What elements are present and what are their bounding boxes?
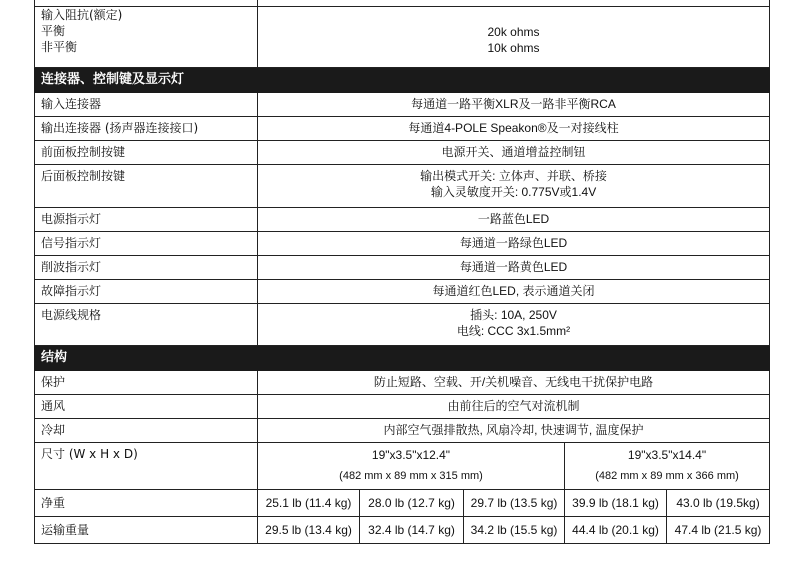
rear-panel-output-mode: 输出模式开关: 立体声、并联、桥接 — [420, 169, 607, 183]
shipping-weight-cell: 47.4 lb (21.5 kg) — [667, 517, 770, 544]
table-row — [35, 395, 770, 419]
impedance-label-unbalanced: 非平衡 — [41, 40, 78, 54]
row-value-front-panel: 电源开关、通道增益控制钮 — [258, 141, 770, 165]
row-value-signal-indicator: 每通道一路绿色LED — [258, 232, 770, 256]
shipping-weight-cell: 29.5 lb (13.4 kg) — [258, 517, 360, 544]
net-weight-cell: 25.1 lb (11.4 kg) — [258, 490, 360, 517]
net-weight-cell: 28.0 lb (12.7 kg) — [360, 490, 464, 517]
power-cord-plug: 插头: 10A, 250V — [470, 308, 557, 322]
table-row — [35, 371, 770, 395]
table-row-net-weight — [35, 490, 770, 517]
row-label-power-indicator: 电源指示灯 — [35, 208, 258, 232]
impedance-label-title: 输入阻抗(额定) — [41, 8, 123, 22]
rear-panel-sensitivity: 输入灵敏度开关: 0.775V或1.4V — [430, 185, 597, 199]
row-label-power-cord: 电源线规格 — [35, 304, 258, 346]
row-label-output-connector: 输出连接器 (扬声器连接接口) — [35, 117, 258, 141]
net-weight-cell: 39.9 lb (18.1 kg) — [565, 490, 667, 517]
shipping-weight-cell: 32.4 lb (14.7 kg) — [360, 517, 464, 544]
row-label-protection: 保护 — [35, 371, 258, 395]
row-value-rear-panel — [258, 165, 770, 208]
row-value-power-cord — [258, 304, 770, 346]
row-value-dimensions-b — [565, 443, 770, 490]
table-row — [35, 93, 770, 117]
dimensions-b-inch: 19"x3.5"x14.4" — [627, 448, 707, 462]
table-row — [35, 117, 770, 141]
row-value-cooling: 内部空气强排散热, 风扇冷却, 快速调节, 温度保护 — [258, 419, 770, 443]
row-label-rear-panel: 后面板控制按键 — [35, 165, 258, 208]
table-row — [35, 165, 770, 208]
table-row — [35, 280, 770, 304]
table-row-shipping-weight — [35, 517, 770, 544]
row-label-cooling: 冷却 — [35, 419, 258, 443]
row-value-fault-indicator: 每通道红色LED, 表示通道关闭 — [258, 280, 770, 304]
table-row-dimensions — [35, 443, 770, 490]
shipping-weight-cell: 34.2 lb (15.5 kg) — [464, 517, 565, 544]
net-weight-cell: 29.7 lb (13.5 kg) — [464, 490, 565, 517]
spec-table — [34, 0, 770, 544]
row-value-dimensions-a — [258, 443, 565, 490]
table-row — [35, 232, 770, 256]
section-title-structure: 结构 — [35, 346, 770, 371]
row-value-input-connector: 每通道一路平衡XLR及一路非平衡RCA — [258, 93, 770, 117]
row-label-input-connector: 输入连接器 — [35, 93, 258, 117]
net-weight-cell: 43.0 lb (19.5kg) — [667, 490, 770, 517]
row-label-net-weight: 净重 — [35, 490, 258, 517]
table-row-impedance — [35, 7, 770, 68]
row-label-clip-indicator: 削波指示灯 — [35, 256, 258, 280]
impedance-label — [35, 7, 258, 68]
dimensions-a-mm: (482 mm x 89 mm x 315 mm) — [339, 470, 483, 482]
table-row — [35, 419, 770, 443]
section-header-structure — [35, 346, 770, 371]
section-header-connectors — [35, 68, 770, 93]
impedance-value — [258, 7, 770, 68]
row-value-output-connector: 每通道4-POLE Speakon®及一对接线柱 — [258, 117, 770, 141]
impedance-label-balanced: 平衡 — [41, 24, 66, 38]
row-label-fault-indicator: 故障指示灯 — [35, 280, 258, 304]
dimensions-a-inch: 19"x3.5"x12.4" — [371, 448, 451, 462]
row-label-front-panel: 前面板控制按键 — [35, 141, 258, 165]
row-label-dimensions: 尺寸 (W x H x D) — [35, 443, 258, 490]
shipping-weight-cell: 44.4 lb (20.1 kg) — [565, 517, 667, 544]
row-value-protection: 防止短路、空载、开/关机噪音、无线电干扰保护电路 — [258, 371, 770, 395]
table-row — [35, 304, 770, 346]
row-value-power-indicator: 一路蓝色LED — [258, 208, 770, 232]
row-label-signal-indicator: 信号指示灯 — [35, 232, 258, 256]
row-label-shipping-weight: 运输重量 — [35, 517, 258, 544]
table-row — [35, 208, 770, 232]
table-row — [35, 256, 770, 280]
section-title-connectors: 连接器、控制键及显示灯 — [35, 68, 770, 93]
power-cord-wire: 电线: CCC 3x1.5mm² — [456, 324, 571, 338]
impedance-balanced-value: 20k ohms — [487, 25, 540, 39]
row-label-ventilation: 通风 — [35, 395, 258, 419]
table-row — [35, 141, 770, 165]
row-value-ventilation: 由前往后的空气对流机制 — [258, 395, 770, 419]
impedance-unbalanced-value: 10k ohms — [487, 41, 540, 55]
dimensions-b-mm: (482 mm x 89 mm x 366 mm) — [595, 470, 739, 482]
row-value-clip-indicator: 每通道一路黄色LED — [258, 256, 770, 280]
